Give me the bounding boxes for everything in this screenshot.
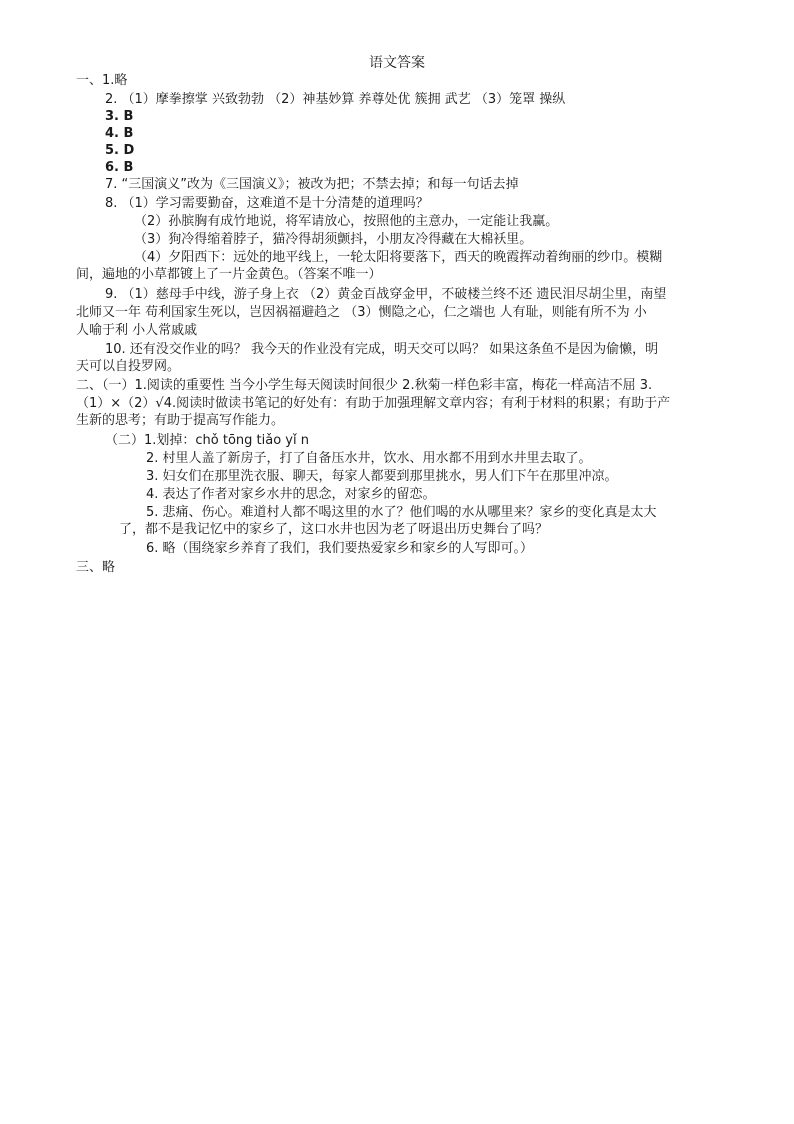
section-1-item-8-2: （2）孙膑胸有成竹地说，将军请放心，按照他的主意办，一定能让我赢。 (134, 214, 559, 229)
section-2-part-2-item-1: （二）1.划掉：chǒ tōng tiǎo yǐ n (105, 433, 309, 448)
section-2-part-2-item-2: 2. 村里人盖了新房子，打了自备压水井，饮水、用水都不用到水井里去取了。 (146, 451, 592, 466)
section-2-part-1-cont-2: 生新的思考；有助于提高写作能力。 (76, 413, 285, 428)
section-2-part-1: 二、（一）1.阅读的重要性 当今小学生每天阅读时间很少 2.秋菊一样色彩丰富，梅花一样高洁不屈 3. (76, 378, 653, 393)
section-1-item-3: 3. B (105, 109, 134, 124)
section-1-item-8-3: （3）狗冷得缩着脖子，猫冷得胡须颤抖，小朋友冷得藏在大棉袄里。 (134, 232, 533, 247)
section-1-item-5: 5. D (105, 143, 135, 158)
section-1-item-1: 一、1.略 (76, 73, 128, 88)
section-1-item-9-cont-2: 人喻于利 小人常戚戚 (76, 323, 198, 338)
section-2-part-1-cont-1: （1）×（2）√4.阅读时做读书笔记的好处有：有助于加强理解文章内容；有利于材料的积累；有助于产 (76, 396, 671, 411)
section-3: 三、略 (76, 560, 116, 575)
section-2-part-2-item-3: 3. 妇女们在那里洗衣服、聊天，每家人都要到那里挑水，男人们下午在那里冲凉。 (146, 469, 618, 484)
section-1-item-8-4-cont: 间，遍地的小草都镀上了一片金黄色。（答案不唯一） (76, 267, 382, 282)
section-1-item-8-4: （4）夕阳西下：远处的地平线上，一轮太阳将要落下，西天的晚霞挥动着绚丽的纱巾。模糊 (134, 250, 663, 265)
section-1-item-4: 4. B (105, 126, 134, 141)
section-1-item-9-cont-1: 北师又一年 苟利国家生死以，岂因祸福避趋之 （3）恻隐之心，仁之端也 人有耻，则能有所不为 小 (76, 305, 647, 320)
section-2-part-2-item-5: 5. 悲痛、伤心。难道村人都不喝这里的水了？他们喝的水从哪里来？家乡的变化真是太大 (146, 505, 657, 520)
section-1-item-10: 10. 还有没交作业的吗？ 我今天的作业没有完成，明天交可以吗？ 如果这条鱼不是因为偷懒，明 (105, 342, 659, 357)
section-1-item-6: 6. B (105, 160, 134, 175)
section-1-item-9: 9. （1）慈母手中线，游子身上衣 （2）黄金百战穿金甲，不破楼兰终不还 遗民泪尽胡尘里，南望 (105, 287, 667, 302)
document-title: 语文答案 (369, 55, 425, 71)
section-1-item-7: 7. “三国演义”改为《三国演义》；被改为把；不禁去掉；和每一句话去掉 (105, 177, 519, 192)
section-2-part-2-item-6: 6. 略（围绕家乡养育了我们，我们要热爱家乡和家乡的人写即可。） (146, 541, 534, 556)
section-2-part-2-item-5-cont: 了，都不是我记忆中的家乡了，这口水井也因为老了呀退出历史舞台了吗？ (119, 522, 549, 537)
section-1-item-8-1: 8. （1）学习需要勤奋，这难道不是十分清楚的道理吗？ (105, 196, 429, 211)
section-1-item-10-cont: 天可以自投罗网。 (76, 359, 181, 374)
section-2-part-2-item-4: 4. 表达了作者对家乡水井的思念，对家乡的留恋。 (146, 487, 436, 502)
section-1-item-2: 2. （1）摩拳擦掌 兴致勃勃 （2）神基妙算 养尊处优 簇拥 武艺 （3）笼罩 操纵 (105, 92, 566, 107)
